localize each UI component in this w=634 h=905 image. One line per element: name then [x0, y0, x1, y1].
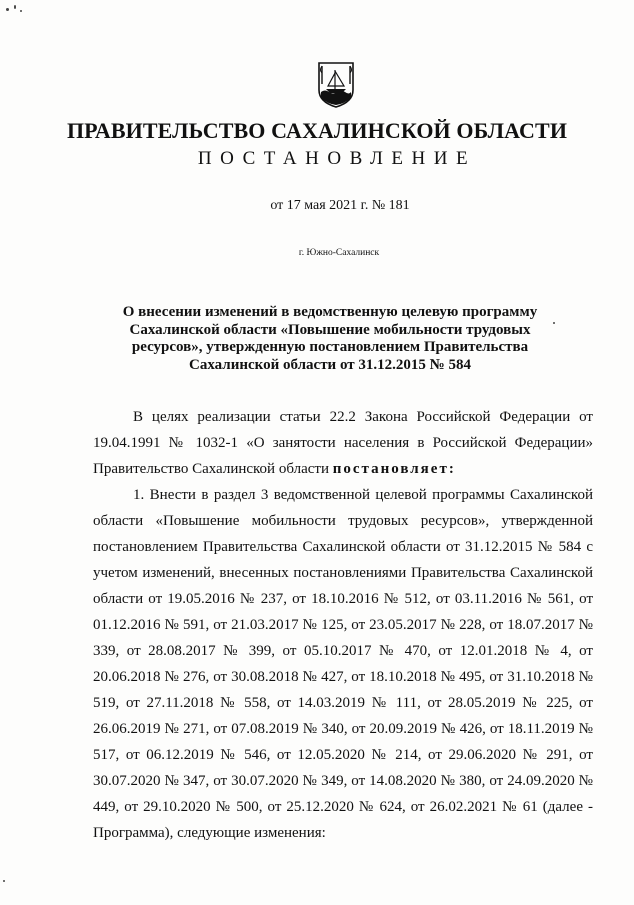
scan-speck — [14, 5, 16, 9]
city: г. Южно-Сахалинск — [298, 248, 380, 258]
resolves-word: постановляет: — [332, 461, 456, 477]
government-title: ПРАВИТЕЛЬСТВО САХАЛИНСКОЙ ОБЛАСТИ — [66, 118, 568, 143]
scan-speck — [6, 8, 9, 11]
item-1-paragraph: 1. Внести в раздел 3 ведомственной целевой программы Сахалинской области «Повышение мобильности трудовых ресурсов», утвержденной постановлением Правительства Сахалинской области от 31.12.2015 № 584 с учетом изменений, внесенных постановлениями Правительства Сахалинской области от 19.05.2016 № 237, от 18.10.2016 № 512, от 03.11.2016 № 561, от 01.12.2016 № 591, от 21.03.2017 № 125, от 23.05.2017 № 228, от 18.07.2017 № 339, от 28.08.2017 № 399, от 05.10.2017 № 470, от 12.01.2018 № 4, от 20.06.2018 № 276, от 30.08.2018 № 427, от 18.10.2018 № 495, от 31.10.2018 № 519, от 27.11.2018 № 558, от 14.03.2019 № 111, от 28.05.2019 № 225, от 26.06.2019 № 271, от 07.08.2019 № 340, от 20.09.2019 № 426, от 18.11.2019 № 517, от 06.12.2019 № 546, от 12.05.2020 № 214, от 29.06.2020 № 291, от 30.07.2020 № 347, от 30.07.2020 № 349, от 14.08.2020 № 380, от 24.09.2020 № 449, от 29.10.2020 № 500, от 25.12.2020 № 624, от 26.02.2021 № 61 (далее - Программа), следующие изменения: — [93, 487, 593, 841]
scan-speck — [20, 10, 22, 12]
preamble-paragraph — [93, 404, 593, 482]
scan-speck — [553, 322, 555, 324]
scan-speck — [3, 880, 5, 882]
document-body — [93, 404, 593, 846]
sakhalin-coat-of-arms-icon — [316, 62, 356, 108]
document-title: О внесении изменений в ведомственную целевую программу Сахалинской области «Повышение мобильности трудовых ресурсов», утвержденную постановлением Правительства Сахалинской области от 31.12.2015 № 584 — [122, 304, 538, 373]
date-and-number: от 17 мая 2021 г. № 181 — [270, 198, 410, 213]
preamble-text: В целях реализации статьи 22.2 Закона Российской Федерации от 19.04.1991 № 1032-1 «О занятости населения в Российской Федерации» Правительство Сахалинской области — [93, 409, 593, 477]
document-type: ПОСТАНОВЛЕНИЕ — [197, 148, 477, 169]
